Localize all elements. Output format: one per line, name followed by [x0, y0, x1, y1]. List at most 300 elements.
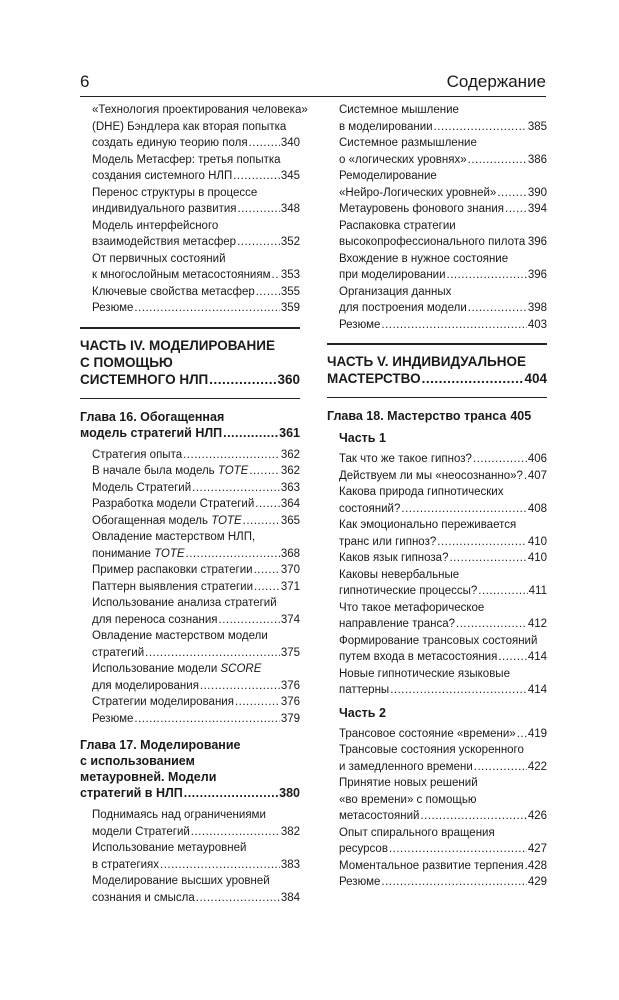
toc-page-number: 364 [280, 498, 300, 510]
toc-entry-title: ЧАСТЬ IV. МОДЕЛИРОВАНИЕ [80, 337, 276, 353]
toc-entry [327, 251, 547, 284]
toc-right-column [327, 102, 547, 891]
toc-page-number: 360 [277, 371, 300, 387]
dot-leader [381, 874, 526, 891]
toc-page-number: 406 [527, 453, 547, 465]
dot-leader [389, 841, 527, 858]
toc-page-number: 376 [280, 696, 300, 708]
chapter-heading-line [327, 408, 547, 424]
toc-page-number: 394 [527, 203, 547, 215]
toc-entry-title: Как эмоционально переживается [339, 519, 517, 531]
toc-entry-title: ЧАСТЬ V. ИНДИВИДУАЛЬНОЕ [327, 354, 527, 369]
chapter-heading [80, 731, 300, 801]
toc-entry-title: Овладение мастерством НЛП, [92, 531, 256, 543]
toc-entry [80, 102, 308, 152]
toc-entry-line [339, 185, 547, 202]
toc-entry [80, 463, 300, 480]
toc-page-number: 355 [280, 285, 300, 298]
toc-entry [327, 484, 547, 517]
toc-entry [327, 666, 547, 699]
toc-entry-line [92, 694, 300, 711]
toc-entry-title: Ключевые свойства метасфер [92, 285, 255, 298]
dot-leader [255, 496, 280, 513]
toc-entry-line [80, 337, 300, 354]
toc-entry [80, 694, 300, 711]
toc-entry-title: «Нейро-Логических уровней» [339, 186, 497, 199]
toc-entry-line [92, 168, 300, 185]
chapter-heading-text [80, 409, 300, 441]
toc-entry-line [339, 317, 547, 334]
toc-entry-line [339, 616, 547, 633]
toc-entry-title: С ПОМОЩЬЮ [80, 354, 173, 370]
toc-entry-line [92, 579, 300, 596]
italic-term: TOTE [217, 465, 249, 477]
toc-entry-line [92, 463, 300, 480]
toc-entry-line [92, 711, 300, 728]
toc-page-number: 396 [527, 236, 547, 248]
toc-entry-title: Стратегия опыта [92, 448, 183, 461]
toc-entry-line [339, 759, 547, 776]
toc-entry-title: и замедленного времени [339, 760, 473, 773]
chapter-heading [327, 397, 547, 424]
toc-entry-title: От первичных состояний [92, 252, 226, 265]
toc-entry-title: для моделирования [92, 679, 199, 692]
toc-page-number: 414 [527, 684, 547, 696]
toc-page-number: 385 [527, 120, 547, 133]
toc-page-number: 363 [280, 481, 300, 494]
toc-entry-title: направление транса? [339, 618, 456, 630]
toc-page-number: 410 [527, 535, 547, 548]
toc-page-number: 405 [510, 409, 532, 423]
toc-entry [327, 600, 547, 633]
toc-page-number: 386 [527, 153, 547, 166]
toc-entry-title: Каков язык гипноза? [339, 552, 449, 564]
dot-leader [196, 890, 280, 907]
header-rule [80, 96, 546, 97]
toc-page-number: 428 [527, 859, 547, 872]
toc-entry-line [92, 595, 300, 612]
toc-entry-title: Модель Стратегий [92, 481, 192, 494]
toc-entry-title: Резюме [339, 876, 381, 888]
toc-entry [327, 825, 547, 858]
dot-leader [237, 234, 280, 251]
toc-entry [80, 529, 300, 562]
toc-entry [80, 185, 300, 218]
toc-entry-title: стратегий [92, 646, 145, 659]
dot-leader [420, 808, 526, 825]
dot-leader [437, 534, 527, 551]
toc-page-number: 382 [280, 825, 300, 838]
toc-page-number: 407 [527, 469, 547, 482]
toc-page-number: 419 [527, 727, 547, 740]
dot-leader [192, 480, 280, 497]
toc-entry-title: (DHE) Бэндлера как вторая попытка [92, 120, 287, 133]
toc-entry [80, 579, 300, 596]
dot-leader [184, 785, 278, 801]
toc-entry [327, 874, 547, 891]
toc-entry-line [339, 792, 547, 809]
toc-page-number: 412 [527, 618, 547, 630]
dot-leader [525, 858, 527, 875]
part-heading-text [327, 353, 547, 387]
toc-entry-line [339, 251, 547, 268]
toc-entry-line [92, 661, 300, 678]
dot-leader [249, 135, 280, 152]
toc-entry [327, 102, 547, 135]
toc-page-number: 429 [527, 876, 547, 888]
toc-entry [80, 873, 300, 906]
toc-entry-line [80, 354, 300, 371]
toc-entry-title: «Технология проектирования человека» [92, 104, 308, 116]
toc-entry [327, 451, 547, 468]
toc-page-number: 398 [527, 302, 547, 314]
toc-entry [327, 517, 547, 550]
toc-entry-line [339, 583, 547, 600]
toc-entry-title: Паттерн выявления стратегии [92, 580, 254, 593]
toc-page-number: 353 [280, 269, 300, 281]
dot-leader [468, 152, 527, 169]
toc-page-number: 370 [280, 564, 300, 576]
toc-entry-title: Поднимаясь над ограничениями [92, 809, 266, 821]
toc-page-number: 384 [280, 891, 300, 904]
toc-entry-line [92, 824, 300, 841]
toc-entry-title: создания системного НЛП [92, 170, 233, 182]
part-heading-text [80, 337, 300, 388]
toc-entry-line [80, 425, 300, 441]
toc-entry-title: Перенос структуры в процессе [92, 186, 258, 199]
toc-entry [327, 168, 547, 201]
toc-entry-title: Формирование трансовых состояний [339, 634, 538, 647]
toc-entry-title: с использованием [80, 754, 195, 768]
toc-entry-title: Какова природа гипнотических [339, 486, 504, 498]
toc-entry-line [327, 370, 547, 387]
toc-entry-line [339, 119, 547, 136]
toc-entry-line [339, 550, 547, 567]
dot-leader [497, 185, 526, 202]
toc-entry-title: Моментальное развитие терпения [339, 859, 524, 872]
toc-entry-line [92, 267, 300, 284]
toc-page-number: 396 [527, 269, 547, 281]
toc-entry-line [339, 517, 547, 534]
toc-entry [80, 447, 300, 464]
dot-leader [200, 678, 280, 695]
toc-entry-line [339, 742, 547, 759]
toc-entry-title: транс или гипноз? [339, 535, 437, 548]
toc-entry-title: для переноса сознания [92, 613, 218, 626]
toc-entry-title: путем входа в метасостояния [339, 651, 498, 663]
dot-leader [223, 425, 278, 441]
toc-entry-title: стратегий в НЛП [80, 786, 183, 800]
toc-entry-line [339, 666, 547, 683]
toc-entry-line [92, 284, 300, 301]
toc-entry [327, 218, 547, 251]
italic-term: TOTE [154, 547, 185, 560]
dot-leader [209, 371, 276, 388]
toc-entry-line [92, 807, 300, 824]
toc-entry-line [92, 513, 300, 530]
dot-leader [219, 612, 280, 629]
toc-entry-line [92, 102, 308, 119]
toc-page-number: 362 [280, 465, 300, 477]
dot-leader [238, 201, 280, 218]
toc-page-number: 376 [280, 679, 300, 692]
dot-leader [526, 234, 527, 251]
toc-entry-title: Резюме [92, 302, 134, 314]
toc-entry-title: Новые гипнотические языковые [339, 667, 510, 680]
toc-entry-line [92, 201, 300, 218]
toc-page-number: 371 [280, 580, 300, 593]
toc-entry-title: Так что же такое гипноз? [339, 453, 472, 465]
toc-entry-title: Стратегии моделирования [92, 696, 234, 708]
dot-leader [233, 168, 280, 185]
toc-entry-line [339, 284, 547, 301]
toc-entry-line [80, 785, 300, 801]
toc-page-number: 410 [527, 552, 547, 564]
toc-entry [327, 468, 547, 485]
toc-entry [327, 284, 547, 317]
toc-entry [80, 218, 300, 251]
toc-page-number: 427 [527, 843, 547, 855]
toc-page-number: 340 [280, 137, 300, 149]
toc-entry-title: «во времени» с помощью [339, 793, 477, 806]
toc-entry-title: Каковы невербальные [339, 568, 460, 581]
toc-entry-title: Опыт спирального вращения [339, 826, 495, 839]
toc-entry-title: к многослойным метасостояниям [92, 269, 271, 281]
dot-leader [390, 682, 527, 699]
toc-entry-title: гипнотические процессы? [339, 585, 478, 597]
toc-page-number: 403 [527, 318, 547, 331]
toc-entry-title: Овладение мастерством модели [92, 630, 268, 642]
toc-entry-title: Системное размышление [339, 137, 477, 149]
toc-entry-title: индивидуального развития [92, 203, 237, 215]
toc-entry [327, 858, 547, 875]
dot-leader [498, 649, 526, 666]
toc-entry-line [339, 775, 547, 792]
toc-entry-line [339, 451, 547, 468]
toc-entry-line [92, 628, 300, 645]
toc-entry-line [339, 135, 547, 152]
toc-entry-line [339, 168, 547, 185]
toc-page-number: 375 [280, 646, 300, 659]
toc-entry-line [339, 841, 547, 858]
toc-entry-title: В начале была модель TOTE [92, 465, 249, 477]
toc-entry [80, 513, 300, 530]
toc-entry [327, 201, 547, 218]
toc-entry-title: взаимодействия метасфер [92, 236, 237, 248]
toc-entry-title: Пример распаковки стратегии [92, 564, 253, 576]
dot-leader [249, 463, 279, 480]
toc-entry [327, 550, 547, 567]
toc-entry-line [339, 858, 547, 875]
toc-entry [80, 152, 300, 185]
toc-entry-title: метауровней. Модели [80, 770, 217, 784]
toc-entry-title: Модель интерфейсного [92, 219, 219, 232]
toc-entry-line [92, 119, 300, 136]
toc-entry-title: Использование анализа стратегий [92, 597, 277, 609]
toc-entry [327, 633, 547, 666]
dot-leader [256, 284, 280, 301]
toc-entry [327, 742, 547, 775]
toc-entry-line [339, 600, 547, 617]
toc-entry-line [92, 873, 300, 890]
toc-entry-title: Модель Метасфер: третья попытка [92, 153, 281, 166]
running-title: Содержание [446, 72, 546, 91]
dot-leader [191, 824, 280, 841]
toc-entry-title: сознания и смысла [92, 891, 195, 904]
toc-entry-title: Организация данных [339, 285, 452, 298]
toc-entry-title: Резюме [92, 712, 134, 725]
italic-term: SCORE [220, 663, 262, 675]
toc-entry-line [92, 857, 300, 874]
italic-term: TOTE [211, 514, 242, 527]
toc-entry-line [339, 726, 547, 743]
toc-page-number: 383 [280, 858, 300, 871]
toc-entry-title: Действуем ли мы «неосознанно»? [339, 469, 523, 482]
toc-entry-line [339, 468, 547, 485]
toc-entry-line [339, 501, 547, 518]
toc-entry-title: Что такое метафорическое [339, 601, 485, 614]
toc-entry-line [339, 567, 547, 584]
toc-entry-title: МАСТЕРСТВО [327, 371, 421, 386]
toc-entry [327, 135, 547, 168]
toc-entry-line [92, 645, 300, 662]
dot-leader [243, 513, 280, 530]
toc-entry [80, 711, 300, 728]
toc-entry-title: Глава 16. Обогащенная [80, 409, 225, 424]
toc-entry-title: при моделировании [339, 269, 446, 281]
toc-left-column [80, 102, 308, 906]
chapter-heading [80, 398, 300, 441]
section-heading: Часть 2 [339, 705, 386, 720]
dot-leader [381, 317, 526, 334]
toc-entry-line [339, 234, 547, 251]
toc-entry [80, 300, 300, 321]
dot-leader [456, 616, 527, 633]
toc-page-number: 379 [280, 712, 300, 725]
toc-entry-title: модель стратегий НЛП [80, 425, 223, 440]
dot-leader [473, 451, 527, 468]
dot-leader [235, 694, 280, 711]
toc-entry-line [339, 152, 547, 169]
toc-entry-title: высокопрофессионального пилота [339, 236, 526, 248]
toc-entry-title: Использование модели SCORE [92, 663, 262, 675]
dot-leader [254, 579, 280, 596]
toc-entry-line [80, 371, 300, 388]
toc-entry [327, 567, 547, 600]
toc-page-number: 348 [280, 203, 300, 215]
dot-leader [447, 267, 527, 284]
toc-entry-line [339, 534, 547, 551]
dot-leader [183, 447, 280, 464]
toc-entry-line [339, 633, 547, 650]
toc-entry [80, 840, 300, 873]
dot-leader [134, 711, 279, 728]
dot-leader [434, 119, 527, 136]
toc-entry-title: Моделирование высших уровней [92, 875, 270, 887]
dot-leader [478, 583, 527, 600]
dot-leader [505, 201, 527, 218]
toc-entry [80, 496, 300, 513]
dot-leader [449, 550, 526, 567]
toc-entry-title: Трансовые состояния ускоренного [339, 744, 524, 756]
toc-entry-title: модели Стратегий [92, 825, 190, 838]
toc-entry-line [92, 300, 300, 317]
dot-leader [254, 562, 280, 579]
part-heading [80, 327, 300, 388]
toc-page-number: 414 [527, 651, 547, 663]
dot-leader [422, 370, 524, 387]
section-heading: Часть 1 [339, 431, 386, 445]
dot-leader [517, 726, 527, 743]
dot-leader [401, 501, 526, 518]
toc-entry-title: метасостояний [339, 810, 420, 822]
dot-leader [524, 468, 527, 485]
toc-entry-line [92, 447, 300, 464]
toc-entry [80, 595, 300, 628]
toc-entry-line [92, 135, 300, 152]
toc-entry [327, 317, 547, 338]
toc-entry-line [339, 267, 547, 284]
toc-entry-line [92, 529, 300, 546]
toc-entry-line [92, 546, 300, 563]
toc-entry-line [92, 152, 300, 169]
toc-entry-title: понимание TOTE [92, 547, 185, 560]
toc-page-number: 365 [280, 514, 300, 527]
toc-entry-line [327, 353, 547, 370]
dot-leader [186, 546, 280, 563]
toc-page-number: 368 [280, 547, 300, 560]
toc-page-number: 404 [524, 371, 547, 386]
toc-entry-title: в стратегиях [92, 858, 159, 871]
page-number: 6 [80, 72, 90, 91]
toc-entry-line [339, 825, 547, 842]
toc-entry-line [92, 496, 300, 513]
toc-entry-title: Метауровень фонового знания [339, 203, 504, 215]
toc-page-number: 362 [280, 448, 300, 461]
toc-entry-line [92, 251, 300, 268]
toc-entry-title: Ремоделирование [339, 170, 437, 182]
toc-entry-line [92, 480, 300, 497]
toc-page-number: 361 [279, 425, 300, 440]
toc-entry-line [92, 840, 300, 857]
toc-entry-title: СИСТЕМНОГО НЛП [80, 371, 209, 387]
toc-entry-title: Распаковка стратегии [339, 219, 456, 232]
toc-entry-title: Обогащенная модель TOTE [92, 514, 242, 527]
toc-entry-line [92, 185, 300, 202]
toc-entry-line [339, 102, 547, 119]
toc-page-number: 426 [527, 810, 547, 822]
toc-entry-line [339, 201, 547, 218]
toc-entry [80, 251, 300, 284]
dot-leader [468, 300, 527, 317]
toc-entry-title: Системное мышление [339, 104, 459, 116]
toc-entry [80, 562, 300, 579]
toc-entry [327, 726, 547, 743]
toc-entry [80, 284, 300, 301]
dot-leader [145, 645, 280, 662]
toc-entry-title: для построения модели [339, 302, 467, 314]
toc-entry-title: Принятие новых решений [339, 777, 478, 789]
toc-entry-title: о «логических уровнях» [339, 153, 467, 166]
toc-page-number: 352 [280, 236, 300, 248]
toc-entry-line [80, 769, 300, 785]
toc-entry-title: в моделировании [339, 120, 433, 133]
toc-page-number: 374 [280, 613, 300, 626]
toc-entry-title: Разработка модели Стратегий [92, 498, 255, 510]
toc-entry-line [92, 678, 300, 695]
toc-entry-line [339, 300, 547, 317]
toc-entry-line [339, 874, 547, 891]
